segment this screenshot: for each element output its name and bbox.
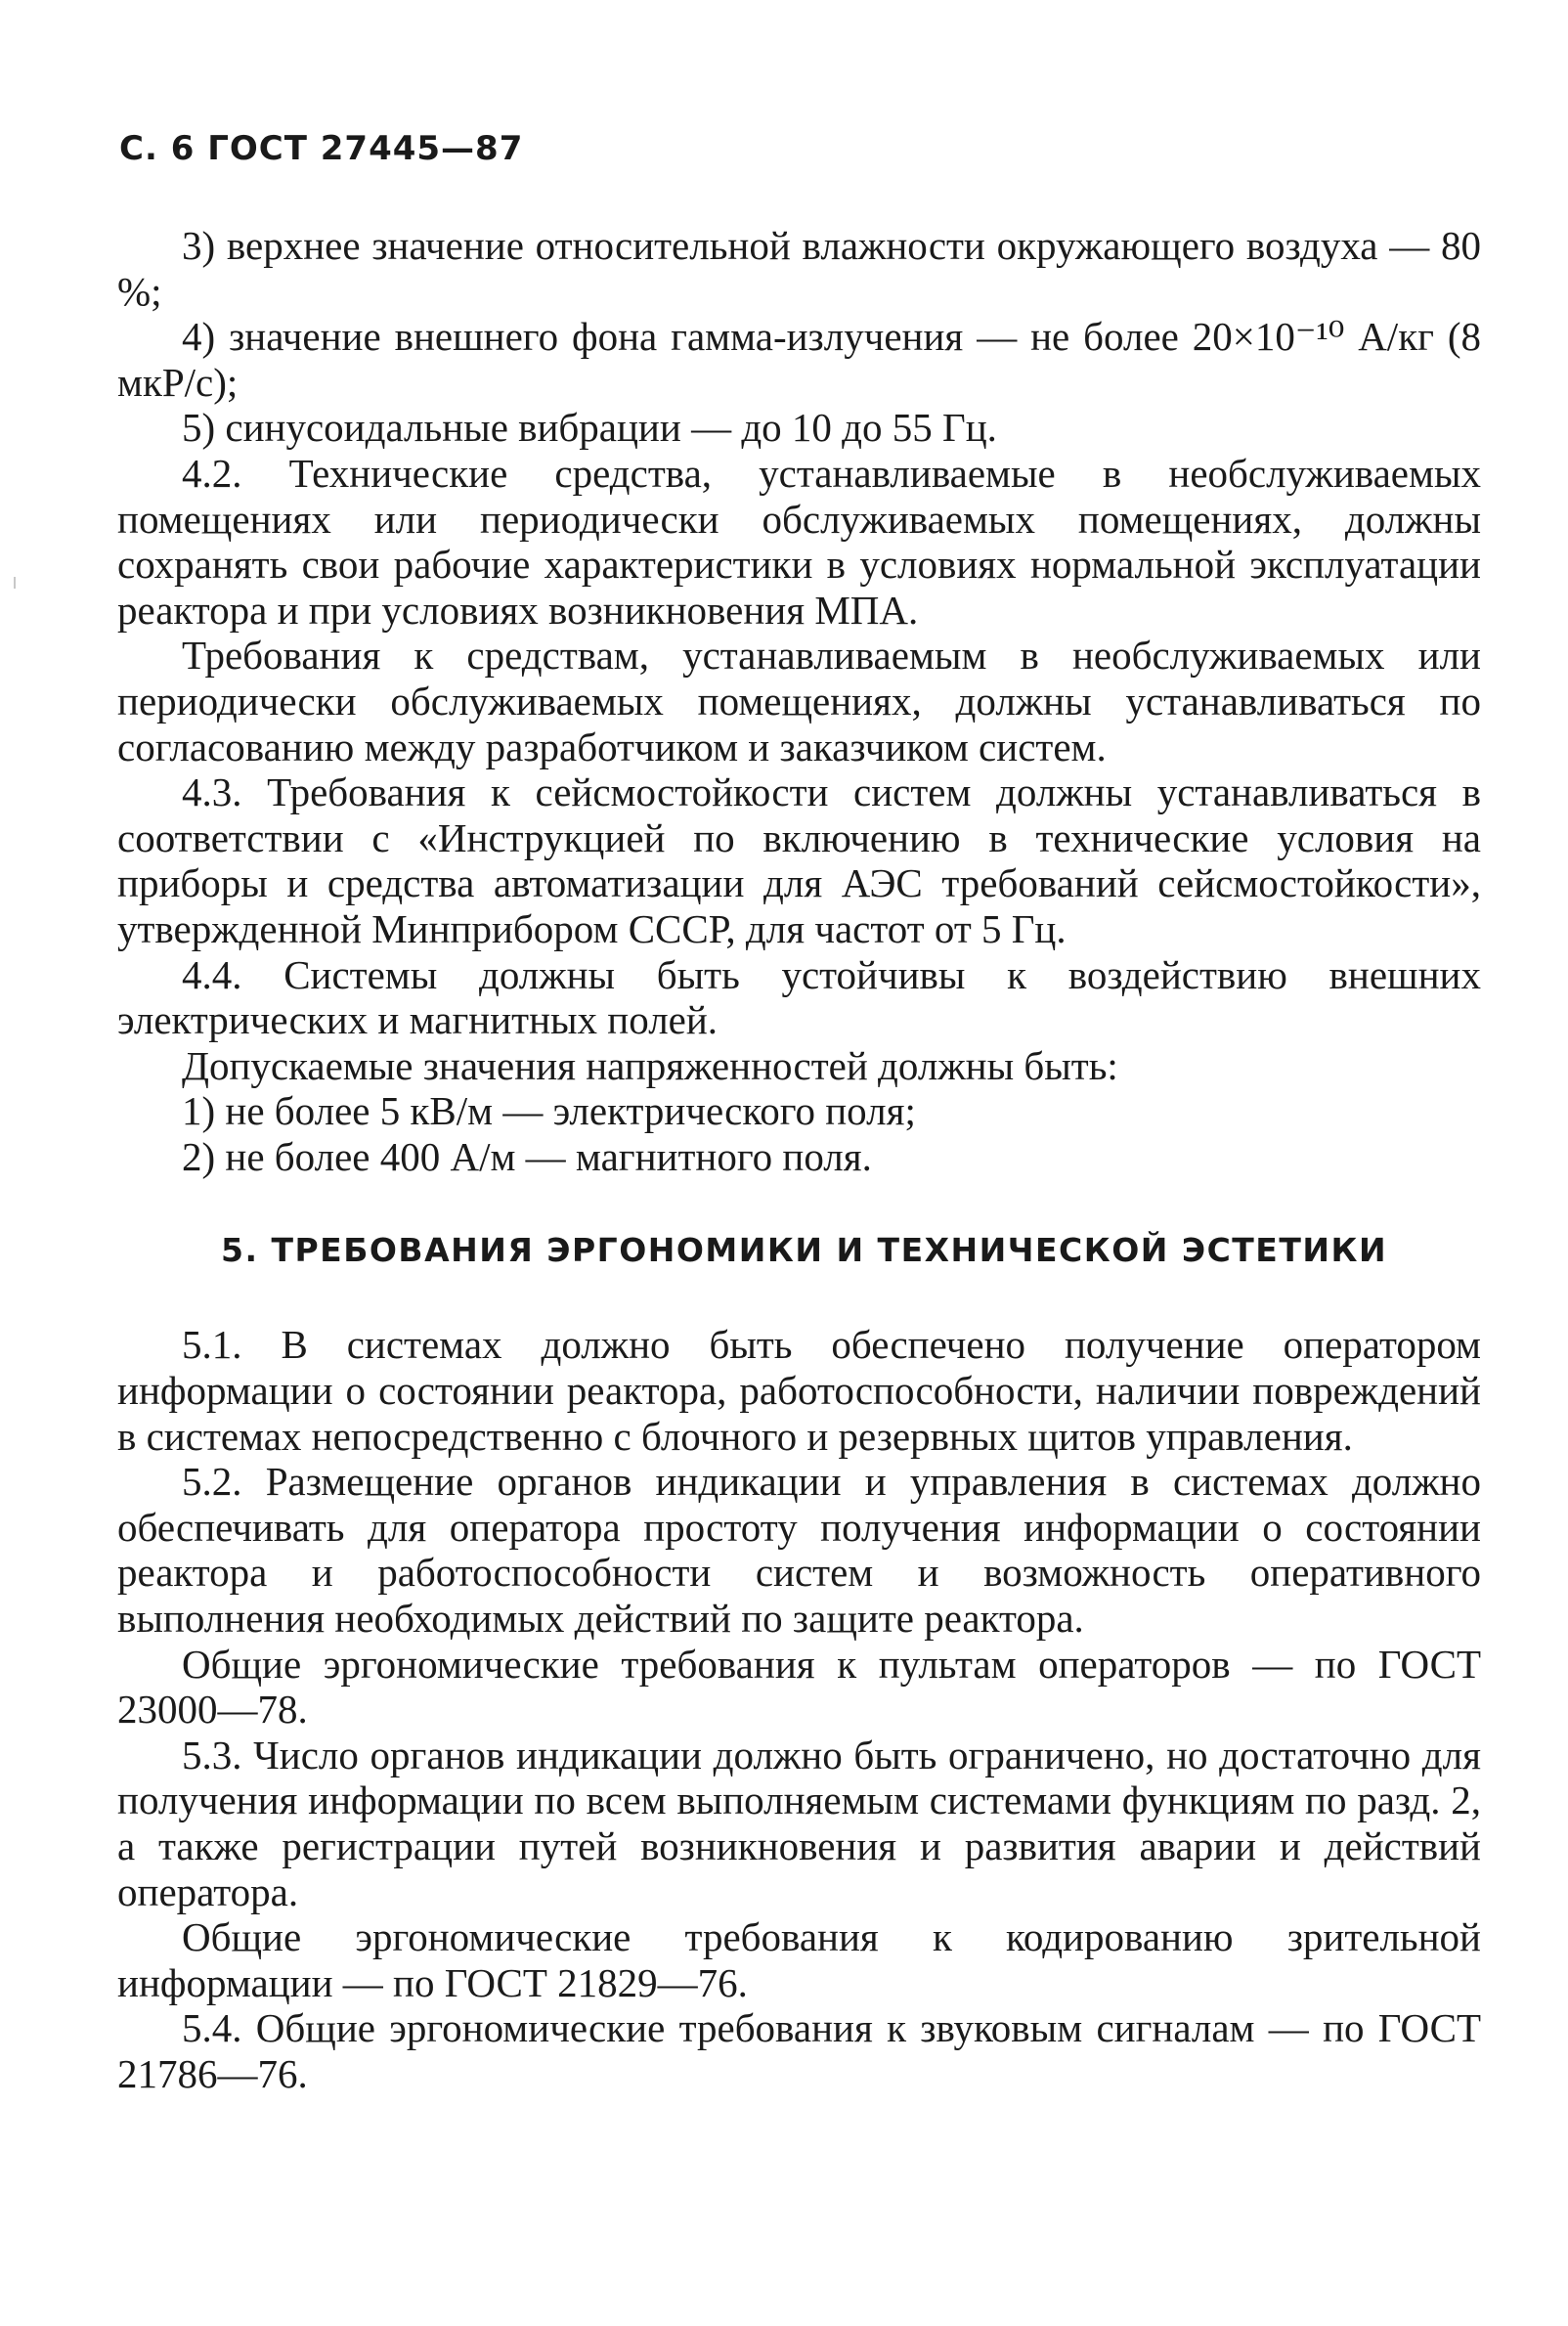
- paragraph-4-2-requirements: Требования к средствам, устанавливаемым в необслуживаемых или периодически обслуживаемых помещениях, должны устанавливаться по согласованию между разработчиком и заказчиком систем.: [117, 633, 1481, 769]
- paragraph-4-2: 4.2. Технические средства, устанавливаемые в необслуживаемых помещениях или периодически обслуживаемых помещениях, должны сохранять свои рабочие характеристики в условиях нормальной эксплуатации реактора и при условиях возникновения МПА.: [117, 450, 1481, 633]
- paragraph-5-1: 5.1. В системах должно быть обеспечено получение оператором информации о состоянии реактора, работоспособности, наличии повреждений в системах непосредственно с блочного и резервных щитов управления.: [117, 1322, 1481, 1459]
- paragraph-humidity: 3) верхнее значение относительной влажности окружающего воздуха — 80 %;: [117, 223, 1481, 314]
- margin-mark: [14, 577, 16, 589]
- paragraph-allowed-values: Допускаемые значения напряженностей должны быть:: [182, 1042, 1118, 1088]
- paragraph-electric-field: 1) не более 5 кВ/м — электрического поля;: [182, 1088, 916, 1134]
- page-header: С. 6 ГОСТ 27445—87: [119, 129, 524, 168]
- paragraph-visual-coding: Общие эргономические требования к кодированию зрительной информации — по ГОСТ 21829—76.: [117, 1914, 1481, 2005]
- paragraph-5-4: 5.4. Общие эргономические требования к звуковым сигналам — по ГОСТ 21786—76.: [117, 2005, 1481, 2096]
- document-body: [117, 223, 1481, 2097]
- paragraph-5-2: 5.2. Размещение органов индикации и управления в системах должно обеспечивать для оператора простоту получения информации о состоянии реактора и работоспособности систем и возможность оперативного выполнения необходимых действий по защите реактора.: [117, 1459, 1481, 1642]
- paragraph-gamma-background: 4) значение внешнего фона гамма-излучения — не более 20×10⁻¹⁰ А/кг (8 мкР/с);: [117, 314, 1481, 405]
- section-title: 5. ТРЕБОВАНИЯ ЭРГОНОМИКИ И ТЕХНИЧЕСКОЙ ЭСТЕТИКИ: [221, 1231, 1388, 1270]
- paragraph-4-3: 4.3. Требования к сейсмостойкости систем должны устанавливаться в соответствии с «Инструкцией по включению в технические условия на приборы и средства автоматизации для АЭС требований сейсмостойкости», утвержденной Минприбором СССР, для частот от 5 Гц.: [117, 769, 1481, 951]
- paragraph-4-4: 4.4. Системы должны быть устойчивы к воздействию внешних электрических и магнитных полей.: [117, 951, 1481, 1043]
- paragraph-magnetic-field: 2) не более 400 А/м — магнитного поля.: [182, 1133, 872, 1179]
- paragraph-consoles: Общие эргономические требования к пультам операторов — по ГОСТ 23000—78.: [117, 1641, 1481, 1733]
- paragraph-vibration: 5) синусоидальные вибрации — до 10 до 55 Гц.: [182, 405, 997, 451]
- paragraph-5-3: 5.3. Число органов индикации должно быть ограничено, но достаточно для получения информации по всем выполняемым системами функциям по разд. 2, а также регистрации путей возникновения и развития аварии и действий оператора.: [117, 1732, 1481, 1914]
